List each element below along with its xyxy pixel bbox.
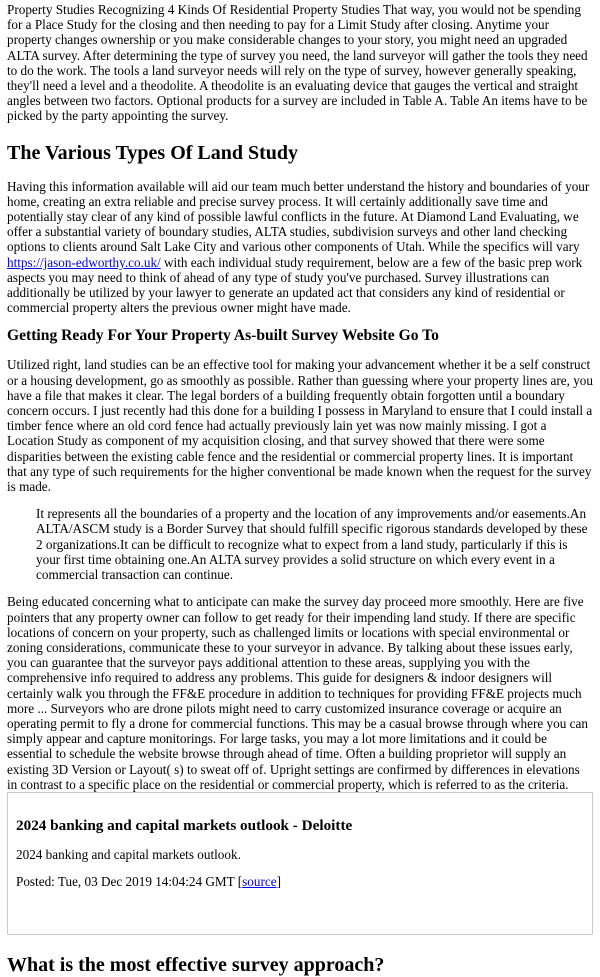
ordered-quote: It represents all the boundaries of a property and the location of any improvements and/or easements.An ALTA/ASCM study is a Border Survey that should fulfill specific rigorous standards developed by these 2 organizations.It can be difficult to recognize what to expect from a land study, particularly if this is your first time obtaining one.An ALTA survey provides a solid structure on which every event in a commercial transaction can continue. xyxy=(36,506,588,583)
intro-paragraph: Property Studies Recognizing 4 Kinds Of Residential Property Studies That way, you would not be spending for a Place Study for the closing and then needing to pay for a Limit Study after closing. Anytime your property changes ownership or you make considerable changes to your story, you might need an upgraded ALTA survey. After determining the type of survey you need, the land surveyor will gather the tools they need to do the work. The tools a land surveyor needs will rely on the type of survey, however generally speaking, they'll need a level and a theodolite. A theodolite is an evaluating device that gauges the vertical and straight angles between two factors. Optional products for a survey are included in Table A. Table An items have to be picked by the party appointing the survey. xyxy=(7,2,588,124)
section-heading-getting-ready: Getting Ready For Your Property As-built Survey Website Go To xyxy=(7,327,439,345)
news-card-posted-date: Posted: Tue, 03 Dec 2019 14:04:24 GMT [ xyxy=(16,874,243,890)
source-link[interactable]: source xyxy=(242,874,277,890)
blockquote-wrapper xyxy=(7,506,593,582)
section-heading-effective-survey-approach: What is the most effective survey approach? xyxy=(7,953,385,976)
news-card-close-bracket: ] xyxy=(276,874,281,890)
news-card-title: 2024 banking and capital markets outlook - Deloitte xyxy=(16,816,353,834)
section1-paragraph xyxy=(7,179,593,316)
article-page xyxy=(0,2,600,977)
section1-text-before-link: Having this information available will aid our team much better understand the history and boundaries of your home, creating an extra reliable and precise survey process. It will certainly additionally save time and potentially stay clear of any kind of possible lawful conflicts in the future. At Diamond Land Evaluating, we offer a substantial variety of boundary studies, ALTA studies, subdivision surveys and other land checking options to clients around Salt Lake City and various other components of Utah. While the specifics will vary xyxy=(7,178,590,255)
news-card-summary: 2024 banking and capital markets outlook. xyxy=(16,846,241,862)
section2-paragraph-2: Being educated concerning what to anticipate can make the survey day proceed more smoothly. Here are five pointers that any property owner can follow to get ready for their impending land study. If there are specific locations of concern on your property, such as challenged limits or locations with special environmental or zoning considerations, communicate these to your surveyor in advance. By talking about these issues early, you can guarantee that the surveyor pays additional attention to these areas, supplying you with the comprehensive info required to address any problems. This guide for designers & indoor designers will certainly walk you through the FF&E procedure in addition to techniques for providing FF&E projects much more ... Surveyors who are drone pilots might need to carry customized insurance coverage or acquire an operating permit to fly a drone for commercial functions. This may be a casual browse through where you can simply appear and capture monitorings. For large tasks, you may a lot more limitations and it could be essential to schedule the website browse through ahead of time. Often a building proprietor will supply an existing 3D Version or Layout( s) to sweat off of. Upright settings are confirmed by differences in elevations in contrast to a specific place on the residential or commercial property, which is referred to as the criteria. xyxy=(7,594,588,792)
news-card xyxy=(7,792,593,935)
section1-text-after-link: with each individual study requirement, below are a few of the basic prep work aspects you may need to think of ahead of any type of study you've purchased. Survey illustrations can additionally be utilized by your lawyer to generate an updated act that considers any kind of residential or commercial property alters the previous owner might have made. xyxy=(7,254,583,316)
jason-edworthy-link[interactable]: https://jason-edworthy.co.uk/ xyxy=(7,254,161,270)
section2-paragraph: Utilized right, land studies can be an effective tool for making your advancement whether it be a self construct or a housing development, go as smoothly as possible. Rather than guessing where your property lines are, you have a file that makes it clear. The legal borders of a building frequently obtain forgotten until a boundary concern occurs. I just recently had this done for a building I possess in Maryland to ensure that I could install a timber fence where an old cord fence had actually previously lain yet was now mainly missing. I got a Location Study as component of my acquisition closing, and that survey showed that there were some disparities between the existing cable fence and the residential or commercial property lines. It is important that any type of such requirements for the higher conventional be made known when the request for the survey is made. xyxy=(7,357,593,495)
news-card-posted xyxy=(16,874,584,889)
section-heading-types-of-land-study: The Various Types Of Land Study xyxy=(7,141,299,164)
